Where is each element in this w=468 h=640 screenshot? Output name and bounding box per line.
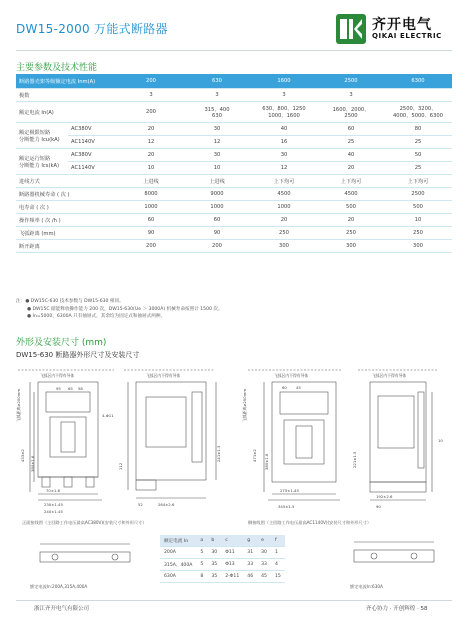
- page-title: DW15-2000 万能式断路器: [16, 22, 168, 36]
- dim-value: 264±2.6: [158, 502, 175, 507]
- notes-block: [16, 298, 446, 321]
- note-item: ● DW15C 储能释放操作能力 200 次，DW15-630(Ue ＞ 3000A) 机械寿命按照计 1500 次。: [27, 306, 223, 312]
- spec-cell: 30: [184, 149, 250, 162]
- spec-cell: 8000: [118, 188, 184, 201]
- dim-value: 380±1.6: [30, 455, 35, 472]
- dim-value: 275±1.45: [280, 488, 299, 493]
- spec-header-cell: 1600: [250, 74, 318, 89]
- spec-row-label: 极数: [16, 89, 118, 102]
- note-item: ● In=5000、6300A 只有抽屉式，其余均为固定式和抽屉式两种。: [27, 314, 166, 320]
- spec-cell: 630、800、1250 1000、1600: [250, 102, 318, 123]
- dimension-drawing-side: [242, 362, 456, 522]
- label-arc-side-2: 飞弧区内不得有导体: [372, 373, 407, 378]
- dim-table-row: [160, 559, 285, 571]
- dim-header-cell: 额定电流 In: [160, 535, 196, 547]
- spec-cell: 12: [250, 162, 318, 175]
- dim-ground-distance: 飞弧距离≥200mm: [16, 388, 21, 422]
- dim-cell: 200A: [160, 547, 196, 559]
- spec-table-row: [16, 162, 452, 175]
- spec-row-label: 额定电流 In(A): [16, 102, 118, 123]
- section-title-dimensions: 外形及安装尺寸 (mm): [16, 338, 107, 348]
- spec-cell: 20: [318, 214, 384, 227]
- notes-line: [16, 313, 446, 321]
- dim-cell: 5: [196, 559, 207, 571]
- spec-row-sublabel: AC380V: [68, 123, 118, 136]
- spec-row-sublabel: AC1140V: [68, 162, 118, 175]
- spec-cell: 300: [384, 240, 452, 253]
- spec-cell: 250: [384, 227, 452, 240]
- notes-line: [16, 298, 446, 306]
- spec-cell: 1600、2000、 2500: [318, 102, 384, 123]
- header-divider: [16, 50, 452, 51]
- dim-cell: 630A: [160, 571, 196, 583]
- dim-cell: 4: [271, 559, 285, 571]
- spec-cell: 250: [250, 227, 318, 240]
- spec-cell: 200: [118, 102, 184, 123]
- spec-table-row: [16, 214, 452, 227]
- section-subtitle-dimensions: DW15-630 断路器外形尺寸及安装尺寸: [16, 351, 140, 359]
- spec-cell: 90: [184, 227, 250, 240]
- spec-cell: 20: [318, 162, 384, 175]
- dim-cell: 30: [207, 547, 221, 559]
- dim-cell: 8: [196, 571, 207, 583]
- spec-cell: 90: [118, 227, 184, 240]
- spec-cell: 12: [184, 136, 250, 149]
- spec-cell: 上进线: [118, 175, 184, 188]
- dim-cell: 315A、400A: [160, 559, 196, 571]
- spec-row-label: 断开距离: [16, 240, 118, 253]
- dim-value: 240±1.45: [44, 509, 63, 514]
- spec-cell: 3: [318, 89, 384, 102]
- spec-header-cell: 6300: [384, 74, 452, 89]
- spec-cell: 上下均可: [318, 175, 384, 188]
- note-item: ● DW15C-630 技术参数与 DW15-630 相同。: [25, 299, 124, 304]
- dim-cell: Φ11: [221, 547, 243, 559]
- spec-cell: 20: [250, 214, 318, 227]
- dim-cell: 31: [243, 547, 257, 559]
- breaker-front-outline: [38, 382, 98, 477]
- caption-terminal-right: 额定电流In:630A: [350, 584, 383, 589]
- spec-cell: 4500: [250, 188, 318, 201]
- label-arc-side: 飞弧区内不得有导体: [146, 373, 181, 378]
- spec-cell: 40: [318, 149, 384, 162]
- notes-prefix: 注：: [16, 299, 26, 304]
- spec-row-label: 额定极限短路 分断能力 Icu(kA): [16, 123, 68, 149]
- dim-value: 52: [138, 502, 143, 507]
- label-arc-front-2: 飞弧区内不得有导体: [274, 373, 309, 378]
- spec-cell: 25: [384, 136, 452, 149]
- dim-value: 10: [438, 438, 443, 443]
- spec-header-cell: 断路器壳架等级额定电流 Inm(A): [16, 74, 118, 89]
- brand-name-en: QIKAI ELECTRIC: [372, 32, 442, 40]
- breaker-side-outline-2: [370, 382, 426, 482]
- dim-value: 70±1.6: [46, 488, 61, 493]
- spec-cell: 20: [118, 149, 184, 162]
- spec-cell: 3: [250, 89, 318, 102]
- dim-cell: 15: [271, 571, 285, 583]
- spec-row-label: 操作频率 ( 次 /h ): [16, 214, 118, 227]
- spec-cell: 16: [250, 136, 318, 149]
- dim-cell: 1: [271, 547, 285, 559]
- label-arc-front: 飞弧区内不得有导体: [40, 373, 75, 378]
- section-title-specs: 主要参数及技术性能: [16, 63, 98, 73]
- spec-cell: 10: [118, 162, 184, 175]
- spec-table-row: [16, 240, 452, 253]
- dim-cell: 35: [207, 559, 221, 571]
- spec-table-row: [16, 149, 452, 162]
- spec-table-row: [16, 201, 452, 214]
- spec-table-row: [16, 123, 452, 136]
- spec-cell: [384, 89, 452, 102]
- spec-cell: 10: [184, 162, 250, 175]
- caption-terminal-left: 额定电流In:200A,315A,400A: [30, 584, 88, 589]
- dim-value: 230±1.45: [44, 502, 63, 507]
- spec-cell: 315、400 630: [184, 102, 250, 123]
- spec-cell: 40: [250, 123, 318, 136]
- spec-cell: 200: [118, 240, 184, 253]
- spec-cell: 20: [118, 123, 184, 136]
- dim-value: 192±2.6: [376, 494, 393, 499]
- spec-cell: 200: [184, 240, 250, 253]
- spec-cell: 60: [184, 214, 250, 227]
- dim-value: 471±2: [252, 449, 257, 462]
- spec-table-row: [16, 89, 452, 102]
- spec-cell: 3: [118, 89, 184, 102]
- footer-divider: [16, 600, 452, 601]
- dim-table-row: [160, 547, 285, 559]
- dim-cell: 30: [257, 547, 271, 559]
- spec-cell: 60: [118, 214, 184, 227]
- spec-cell: 30: [250, 149, 318, 162]
- dim-header-cell: c: [221, 535, 243, 547]
- dim-value: 221±1.5: [352, 451, 357, 468]
- dim-value: 58: [78, 386, 83, 391]
- dim-value: 45: [296, 385, 301, 390]
- dim-cell: 33: [243, 559, 257, 571]
- spec-cell: 4500: [318, 188, 384, 201]
- dim-header-cell: f: [271, 535, 285, 547]
- dim-value: 112: [118, 462, 123, 470]
- spec-table: [16, 74, 452, 253]
- dim-header-cell: g: [243, 535, 257, 547]
- spec-row-label: 电寿命 ( 次 ): [16, 201, 118, 214]
- dim-value: 433±2: [20, 449, 25, 462]
- breaker-front-outline-2: [272, 382, 336, 482]
- dim-cell: 35: [207, 571, 221, 583]
- spec-cell: 1000: [118, 201, 184, 214]
- dim-value: 95: [56, 386, 61, 391]
- spec-cell: 9000: [184, 188, 250, 201]
- brand-name-cn: 齐开电气: [372, 17, 432, 33]
- dim-header-cell: a: [196, 535, 207, 547]
- spec-cell: 上进线: [184, 175, 250, 188]
- spec-cell: 3: [184, 89, 250, 102]
- dim-value: 241±1.3: [216, 445, 221, 462]
- dimension-table: [160, 535, 285, 583]
- dim-header-cell: b: [207, 535, 221, 547]
- spec-row-label: 飞弧距离 (mm): [16, 227, 118, 240]
- footer-slogan-page: 齐心协力 · 开创辉煌 · 58: [366, 606, 428, 612]
- spec-cell: 80: [384, 123, 452, 136]
- caption-side-wiring: 侧接线图（主回路工作电压最高AC1140V)(安装尺寸和外形尺寸）: [248, 520, 372, 525]
- spec-cell: 50: [384, 149, 452, 162]
- dim-cell: Φ13: [221, 559, 243, 571]
- dim-table-header-row: [160, 535, 285, 547]
- footer-company: 浙江齐开电气有限公司: [34, 606, 90, 612]
- dim-ground-distance-2: 飞弧距离≥250mm: [242, 388, 247, 422]
- spec-cell: 10: [384, 214, 452, 227]
- spec-header-cell: 200: [118, 74, 184, 89]
- notes-line: [16, 306, 446, 314]
- spec-cell: 2500: [384, 188, 452, 201]
- spec-cell: 500: [318, 201, 384, 214]
- spec-cell: 25: [384, 162, 452, 175]
- spec-table-row: [16, 136, 452, 149]
- spec-cell: 30: [184, 123, 250, 136]
- spec-row-label: 额定运行短路 分断能力 Ics(kA): [16, 149, 68, 175]
- spec-cell: 300: [318, 240, 384, 253]
- spec-row-label: 断路器机械寿命 ( 次 ): [16, 188, 118, 201]
- dim-value: 380±1.6: [264, 453, 269, 470]
- dim-cell: 45: [257, 571, 271, 583]
- spec-cell: 250: [318, 227, 384, 240]
- spec-table-header-row: [16, 74, 452, 89]
- dim-value: 345±1.5: [278, 504, 295, 509]
- spec-table-row: [16, 227, 452, 240]
- spec-row-sublabel: AC380V: [68, 149, 118, 162]
- dim-value: 90: [376, 504, 381, 509]
- spec-cell: 上下均可: [250, 175, 318, 188]
- dim-value: 60: [282, 385, 287, 390]
- spec-cell: 上下均可: [384, 175, 452, 188]
- dim-table-row: [160, 571, 285, 583]
- spec-header-cell: 2500: [318, 74, 384, 89]
- caption-front-wiring: 正面接线图（主回路工作电压最高AC380V)(安装尺寸和外形尺寸）: [22, 520, 147, 525]
- spec-row-sublabel: AC1140V: [68, 136, 118, 149]
- dim-value: 65: [68, 386, 73, 391]
- brand-logo-mark: [336, 14, 366, 44]
- dimension-drawing-front: [16, 362, 244, 522]
- spec-cell: 25: [318, 136, 384, 149]
- spec-cell: 12: [118, 136, 184, 149]
- terminal-sketch-right: [344, 536, 444, 586]
- dim-cell: 46: [243, 571, 257, 583]
- logo-qk-icon: [336, 14, 366, 44]
- spec-cell: 300: [250, 240, 318, 253]
- spec-cell: 1000: [184, 201, 250, 214]
- dim-cell: 2-Φ11: [221, 571, 243, 583]
- spec-table-row: [16, 188, 452, 201]
- spec-cell: 500: [384, 201, 452, 214]
- dim-header-cell: e: [257, 535, 271, 547]
- spec-row-label: 进线方式: [16, 175, 118, 188]
- spec-header-cell: 630: [184, 74, 250, 89]
- dim-cell: 5: [196, 547, 207, 559]
- dim-cell: 33: [257, 559, 271, 571]
- spec-cell: 1000: [250, 201, 318, 214]
- spec-cell: 2500、3200、 4000、5000、6300: [384, 102, 452, 123]
- spec-table-row: [16, 175, 452, 188]
- dim-value: 4-Φ11: [102, 413, 114, 418]
- spec-cell: 60: [318, 123, 384, 136]
- spec-table-row: [16, 102, 452, 123]
